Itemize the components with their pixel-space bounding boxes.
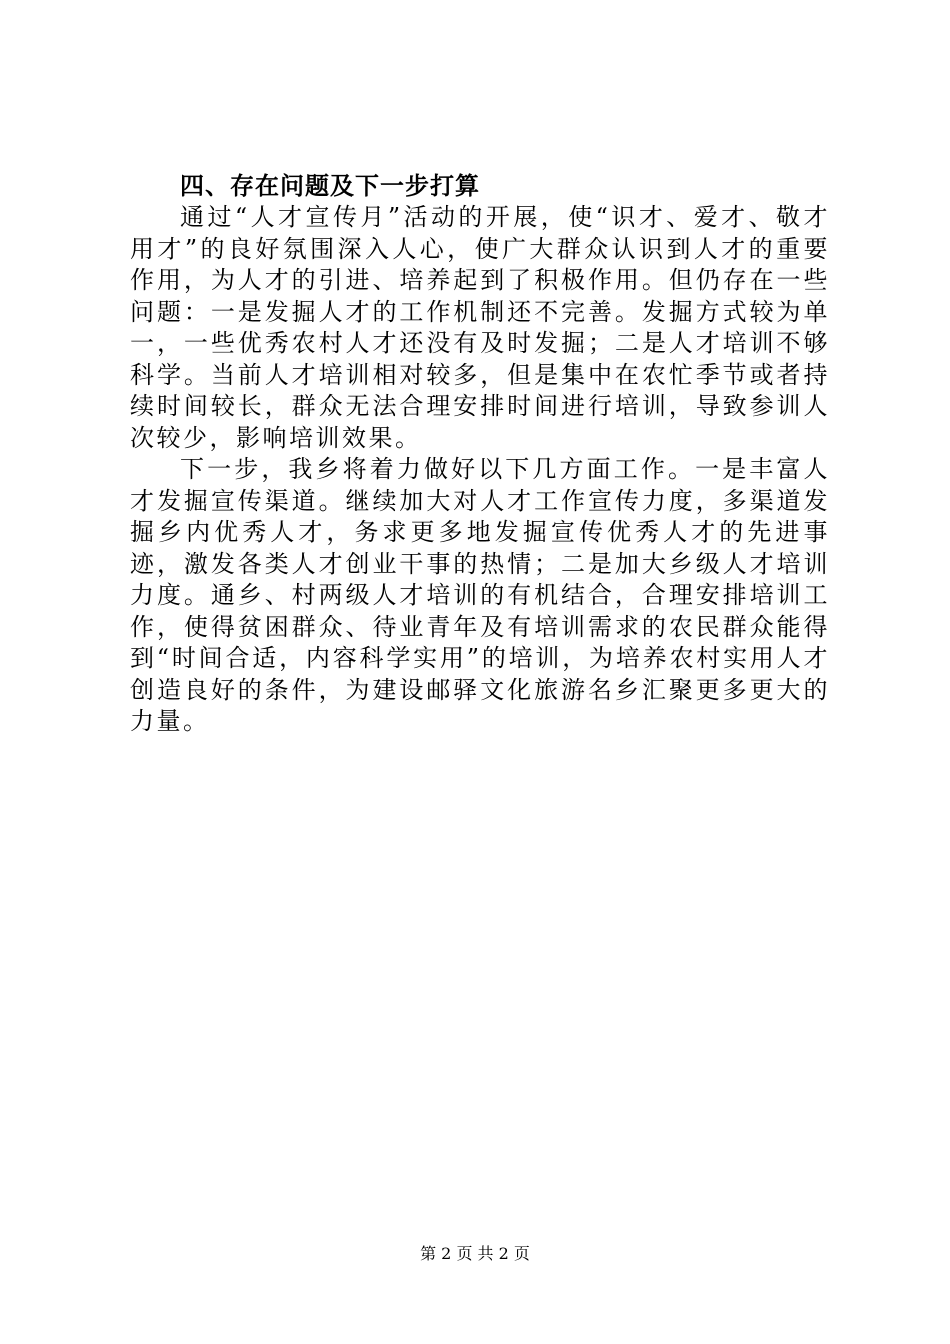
paragraph-problems: 通过“人才宣传月”活动的开展，使“识才、爱才、敬才用才”的良好氛围深入人心，使广大群众认识到人才的重要作用，为人才的引进、培养起到了积极作用。但仍存在一些问题：一是发掘人才的工作机制还不完善。发掘方式较为单一，一些优秀农村人才还没有及时发掘；二是人才培训不够科学。当前人才培训相对较多，但是集中在农忙季节或者持续时间较长，群众无法合理安排时间进行培训，导致参训人次较少，影响培训效果。 — [130, 203, 830, 452]
paragraph-next-steps: 下一步，我乡将着力做好以下几方面工作。一是丰富人才发掘宣传渠道。继续加大对人才工作宣传力度，多渠道发掘乡内优秀人才，务求更多地发掘宣传优秀人才的先进事迹，激发各类人才创业干事的热情；二是加大乡级人才培训力度。通乡、村两级人才培训的有机结合，合理安排培训工作，使得贫困群众、待业青年及有培训需求的农民群众能得到“时间合适，内容科学实用”的培训，为培养农村实用人才创造良好的条件，为建设邮驿文化旅游名乡汇聚更多更大的力量。 — [130, 455, 830, 735]
section-heading: 四、存在问题及下一步打算 — [180, 172, 480, 200]
document-body — [130, 170, 830, 738]
page-footer: 第 2 页 共 2 页 — [420, 1244, 530, 1263]
